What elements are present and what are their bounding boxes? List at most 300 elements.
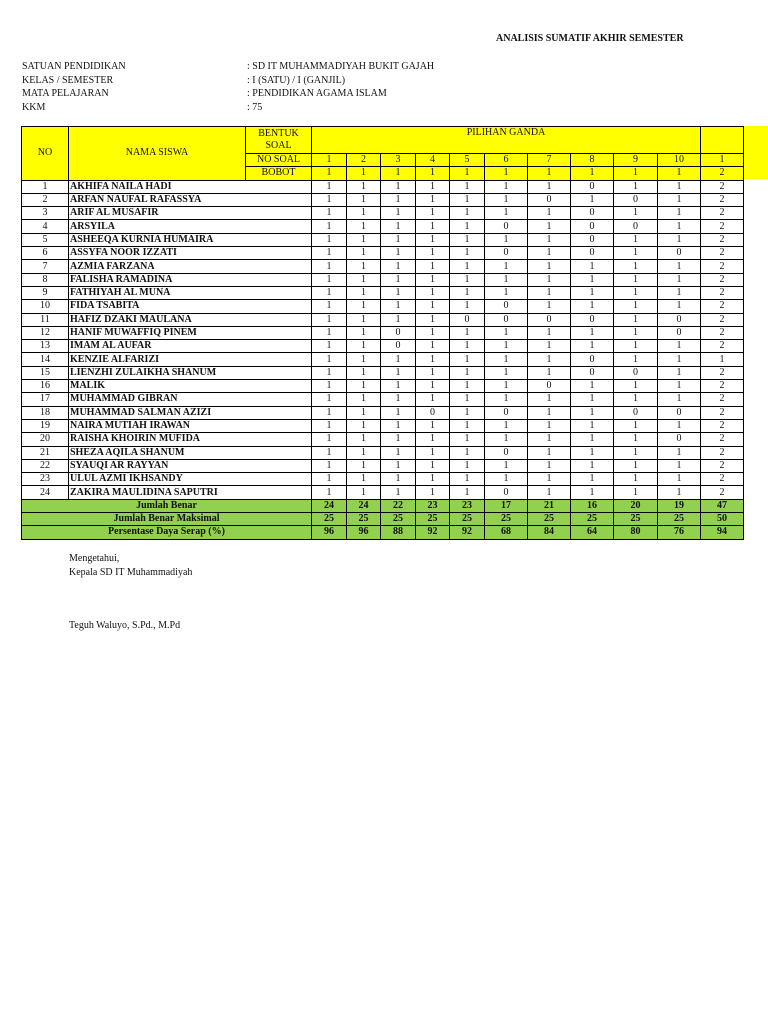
score-cell: 1 (416, 419, 450, 432)
score-cell: 1 (450, 300, 485, 313)
summary-value: 25 (571, 513, 614, 526)
score-cell: 1 (571, 380, 614, 393)
score-cell: 0 (381, 326, 416, 339)
table-row (22, 233, 744, 246)
table-row (22, 473, 744, 486)
score-cell: 1 (450, 380, 485, 393)
score-cell: 0 (658, 433, 701, 446)
score-cell: 1 (381, 486, 416, 499)
score-cell: 1 (658, 419, 701, 432)
score-cell: 1 (347, 419, 381, 432)
score-cell: 0 (381, 340, 416, 353)
score-cell: 1 (347, 366, 381, 379)
score-cell: 1 (416, 220, 450, 233)
score-cell: 1 (381, 419, 416, 432)
score-cell: 1 (381, 273, 416, 286)
score-cell: 1 (571, 473, 614, 486)
student-name: FIDA TSABITA (69, 300, 312, 313)
score-cell: 1 (571, 433, 614, 446)
no-soal-cell: 7 (528, 154, 571, 167)
score-cell: 1 (485, 207, 528, 220)
student-name: ASSYFA NOOR IZZATI (69, 247, 312, 260)
row-no: 20 (22, 433, 69, 446)
summary-value: 88 (381, 526, 416, 539)
summary-row (22, 526, 744, 539)
info-row (22, 74, 434, 88)
score-cell: 1 (528, 473, 571, 486)
score-cell: 2 (701, 446, 744, 459)
score-cell: 1 (658, 486, 701, 499)
score-cell: 1 (416, 486, 450, 499)
score-cell: 1 (312, 207, 347, 220)
table-row (22, 286, 744, 299)
score-cell: 1 (571, 340, 614, 353)
score-cell: 1 (312, 247, 347, 260)
score-cell: 1 (416, 340, 450, 353)
table-row (22, 433, 744, 446)
row-no: 17 (22, 393, 69, 406)
summary-value: 94 (701, 526, 744, 539)
score-cell: 1 (450, 446, 485, 459)
score-cell: 1 (347, 273, 381, 286)
score-cell: 0 (485, 446, 528, 459)
score-cell: 1 (528, 340, 571, 353)
no-soal-cell: 10 (658, 154, 701, 167)
student-name: RAISHA KHOIRIN MUFIDA (69, 433, 312, 446)
student-name: MALIK (69, 380, 312, 393)
summary-value: 96 (347, 526, 381, 539)
score-cell: 1 (614, 393, 658, 406)
summary-value: 23 (450, 499, 485, 512)
header-pilihan-ganda: PILIHAN GANDA (312, 127, 701, 154)
row-no: 24 (22, 486, 69, 499)
score-cell: 1 (528, 366, 571, 379)
summary-value: 80 (614, 526, 658, 539)
score-cell: 1 (485, 459, 528, 472)
bobot-cell: 1 (450, 167, 485, 180)
score-cell: 1 (312, 326, 347, 339)
score-cell: 1 (485, 433, 528, 446)
summary-value: 23 (416, 499, 450, 512)
score-cell: 1 (450, 419, 485, 432)
score-cell: 1 (450, 459, 485, 472)
score-cell: 1 (658, 207, 701, 220)
score-cell: 1 (416, 260, 450, 273)
score-cell: 1 (347, 433, 381, 446)
score-table (21, 126, 744, 540)
score-cell: 1 (485, 380, 528, 393)
score-cell: 2 (701, 207, 744, 220)
score-cell: 1 (347, 220, 381, 233)
summary-value: 17 (485, 499, 528, 512)
score-cell: 1 (416, 286, 450, 299)
score-cell: 1 (528, 353, 571, 366)
score-cell: 0 (658, 326, 701, 339)
score-cell: 1 (658, 193, 701, 206)
score-cell: 2 (701, 459, 744, 472)
summary-label: Persentase Daya Serap (%) (22, 526, 312, 539)
summary-value: 25 (528, 513, 571, 526)
table-row (22, 180, 744, 193)
score-cell: 1 (528, 446, 571, 459)
score-cell: 1 (614, 446, 658, 459)
score-cell: 1 (528, 486, 571, 499)
summary-value: 21 (528, 499, 571, 512)
score-cell: 1 (450, 433, 485, 446)
score-cell: 2 (701, 486, 744, 499)
score-cell: 1 (528, 406, 571, 419)
score-cell: 1 (450, 326, 485, 339)
student-name: ARSYILA (69, 220, 312, 233)
header-no: NO (22, 127, 69, 181)
summary-value: 25 (485, 513, 528, 526)
score-cell: 1 (658, 220, 701, 233)
score-cell: 1 (701, 353, 744, 366)
score-cell: 1 (614, 353, 658, 366)
student-name: ARIF AL MUSAFIR (69, 207, 312, 220)
score-cell: 1 (571, 486, 614, 499)
score-cell: 2 (701, 419, 744, 432)
score-cell: 2 (701, 366, 744, 379)
score-cell: 1 (450, 180, 485, 193)
identity-block (22, 60, 434, 114)
row-no: 22 (22, 459, 69, 472)
score-cell: 1 (658, 180, 701, 193)
score-cell: 1 (347, 393, 381, 406)
score-cell: 1 (614, 233, 658, 246)
row-no: 4 (22, 220, 69, 233)
table-row (22, 326, 744, 339)
student-name: ZAKIRA MAULIDINA SAPUTRI (69, 486, 312, 499)
summary-label: Jumlah Benar (22, 499, 312, 512)
document-title: ANALISIS SUMATIF AKHIR SEMESTER (496, 33, 684, 44)
score-cell: 1 (312, 406, 347, 419)
score-cell: 1 (416, 193, 450, 206)
score-cell: 1 (416, 180, 450, 193)
score-cell: 1 (528, 260, 571, 273)
bobot-cell: 2 (701, 167, 744, 180)
score-cell: 1 (528, 207, 571, 220)
score-cell: 0 (450, 313, 485, 326)
table-row (22, 220, 744, 233)
row-no: 11 (22, 313, 69, 326)
score-cell: 1 (614, 486, 658, 499)
student-name: IMAM AL AUFAR (69, 340, 312, 353)
score-cell: 1 (347, 340, 381, 353)
score-cell: 1 (658, 273, 701, 286)
score-cell: 0 (485, 300, 528, 313)
score-cell: 0 (485, 313, 528, 326)
score-cell: 2 (701, 273, 744, 286)
score-cell: 1 (416, 433, 450, 446)
score-cell: 1 (347, 233, 381, 246)
score-cell: 1 (450, 353, 485, 366)
no-soal-cell: 6 (485, 154, 528, 167)
summary-value: 22 (381, 499, 416, 512)
row-no: 5 (22, 233, 69, 246)
score-cell: 0 (416, 406, 450, 419)
score-cell: 1 (312, 180, 347, 193)
score-cell: 1 (312, 486, 347, 499)
score-cell: 1 (485, 353, 528, 366)
score-cell: 1 (416, 473, 450, 486)
score-cell: 1 (614, 286, 658, 299)
score-cell: 1 (658, 353, 701, 366)
score-cell: 1 (658, 380, 701, 393)
score-cell: 1 (312, 433, 347, 446)
score-cell: 1 (528, 247, 571, 260)
header-row (22, 127, 744, 154)
score-cell: 1 (485, 366, 528, 379)
score-cell: 1 (312, 393, 347, 406)
score-cell: 2 (701, 233, 744, 246)
summary-value: 25 (312, 513, 347, 526)
summary-value: 25 (347, 513, 381, 526)
score-cell: 1 (450, 473, 485, 486)
table-row (22, 247, 744, 260)
row-no: 2 (22, 193, 69, 206)
score-cell: 1 (571, 273, 614, 286)
no-soal-label: NO SOAL (246, 154, 312, 167)
score-cell: 1 (485, 193, 528, 206)
summary-value: 47 (701, 499, 744, 512)
student-rows (22, 180, 744, 539)
score-cell: 1 (347, 180, 381, 193)
score-cell: 1 (381, 233, 416, 246)
score-cell: 1 (312, 220, 347, 233)
score-cell: 1 (347, 247, 381, 260)
score-cell: 1 (528, 233, 571, 246)
score-cell: 0 (571, 207, 614, 220)
score-cell: 0 (614, 220, 658, 233)
score-cell: 1 (312, 366, 347, 379)
header-blank (701, 127, 744, 154)
student-name: ULUL AZMI IKHSANDY (69, 473, 312, 486)
score-cell: 2 (701, 180, 744, 193)
score-cell: 1 (381, 220, 416, 233)
score-cell: 1 (347, 207, 381, 220)
score-cell: 1 (416, 313, 450, 326)
row-no: 16 (22, 380, 69, 393)
row-no: 21 (22, 446, 69, 459)
score-cell: 1 (450, 340, 485, 353)
score-cell: 0 (485, 486, 528, 499)
score-cell: 1 (528, 433, 571, 446)
score-cell: 1 (528, 419, 571, 432)
score-cell: 2 (701, 406, 744, 419)
student-name: MUHAMMAD SALMAN AZIZI (69, 406, 312, 419)
score-cell: 1 (381, 393, 416, 406)
score-cell: 1 (347, 406, 381, 419)
score-cell: 1 (381, 353, 416, 366)
row-no: 7 (22, 260, 69, 273)
score-cell: 1 (528, 326, 571, 339)
score-cell: 1 (450, 260, 485, 273)
score-cell: 1 (347, 446, 381, 459)
score-cell: 1 (312, 446, 347, 459)
score-cell: 1 (571, 260, 614, 273)
score-cell: 1 (416, 247, 450, 260)
student-name: HANIF MUWAFFIQ PINEM (69, 326, 312, 339)
score-cell: 0 (658, 313, 701, 326)
score-cell: 0 (571, 180, 614, 193)
score-cell: 1 (347, 260, 381, 273)
summary-value: 25 (416, 513, 450, 526)
score-cell: 1 (614, 433, 658, 446)
score-cell: 0 (571, 366, 614, 379)
score-cell: 1 (658, 459, 701, 472)
score-cell: 1 (528, 273, 571, 286)
score-cell: 1 (312, 473, 347, 486)
summary-value: 92 (450, 526, 485, 539)
score-cell: 2 (701, 300, 744, 313)
student-name: AKHIFA NAILA HADI (69, 180, 312, 193)
score-cell: 1 (571, 300, 614, 313)
row-no: 18 (22, 406, 69, 419)
score-cell: 1 (450, 207, 485, 220)
score-cell: 1 (571, 406, 614, 419)
summary-value: 24 (347, 499, 381, 512)
score-cell: 1 (571, 419, 614, 432)
score-cell: 1 (658, 300, 701, 313)
info-value: : PENDIDIKAN AGAMA ISLAM (247, 88, 387, 100)
info-label: SATUAN PENDIDIKAN (22, 61, 126, 72)
score-cell: 1 (614, 313, 658, 326)
score-cell: 1 (312, 193, 347, 206)
row-no: 8 (22, 273, 69, 286)
score-cell: 1 (485, 260, 528, 273)
no-soal-cell: 1 (701, 154, 744, 167)
score-cell: 1 (381, 380, 416, 393)
score-cell: 1 (312, 340, 347, 353)
info-label: KELAS / SEMESTER (22, 74, 114, 86)
signature-acknowledged: Mengetahui, (69, 553, 120, 564)
info-row (22, 87, 434, 101)
table-row (22, 419, 744, 432)
info-value: : 75 (247, 101, 263, 113)
table-row (22, 207, 744, 220)
score-cell: 2 (701, 286, 744, 299)
row-no: 19 (22, 419, 69, 432)
score-cell: 1 (381, 180, 416, 193)
score-cell: 1 (347, 193, 381, 206)
student-name: HAFIZ DZAKI MAULANA (69, 313, 312, 326)
score-cell: 1 (381, 406, 416, 419)
score-cell: 1 (614, 300, 658, 313)
student-name: FALISHA RAMADINA (69, 273, 312, 286)
score-cell: 1 (485, 326, 528, 339)
score-cell: 2 (701, 260, 744, 273)
bobot-label: BOBOT (246, 167, 312, 180)
score-cell: 1 (450, 193, 485, 206)
score-cell: 2 (701, 433, 744, 446)
student-name: ARFAN NAUFAL RAFASSYA (69, 193, 312, 206)
score-cell: 2 (701, 220, 744, 233)
score-cell: 1 (614, 326, 658, 339)
score-cell: 1 (381, 207, 416, 220)
summary-value: 68 (485, 526, 528, 539)
table-row (22, 459, 744, 472)
summary-value: 25 (614, 513, 658, 526)
bobot-cell: 1 (658, 167, 701, 180)
score-cell: 1 (381, 260, 416, 273)
score-cell: 1 (347, 326, 381, 339)
score-cell: 1 (381, 473, 416, 486)
score-cell: 1 (614, 260, 658, 273)
score-cell: 0 (658, 406, 701, 419)
score-cell: 1 (312, 233, 347, 246)
score-cell: 0 (528, 313, 571, 326)
summary-value: 96 (312, 526, 347, 539)
score-cell: 1 (658, 233, 701, 246)
student-name: LIENZHI ZULAIKHA SHANUM (69, 366, 312, 379)
score-cell: 1 (416, 273, 450, 286)
summary-value: 16 (571, 499, 614, 512)
score-cell: 1 (450, 486, 485, 499)
score-cell: 1 (614, 459, 658, 472)
score-cell: 1 (347, 459, 381, 472)
score-cell: 1 (381, 193, 416, 206)
score-cell: 1 (416, 459, 450, 472)
score-cell: 1 (571, 446, 614, 459)
score-cell: 1 (450, 406, 485, 419)
summary-value: 20 (614, 499, 658, 512)
summary-value: 50 (701, 513, 744, 526)
no-soal-cell: 2 (347, 154, 381, 167)
score-cell: 1 (450, 220, 485, 233)
score-cell: 1 (485, 419, 528, 432)
score-cell: 1 (312, 286, 347, 299)
score-cell: 1 (416, 207, 450, 220)
info-label: KKM (22, 101, 46, 113)
score-cell: 1 (528, 459, 571, 472)
header-name: NAMA SISWA (69, 127, 246, 181)
info-value: : I (SATU) / I (GANJIL) (247, 74, 346, 86)
score-cell: 1 (614, 340, 658, 353)
signature-name: Teguh Waluyo, S.Pd., M.Pd (69, 620, 181, 631)
score-cell: 1 (347, 313, 381, 326)
score-cell: 1 (381, 300, 416, 313)
student-name: ASHEEQA KURNIA HUMAIRA (69, 233, 312, 246)
score-cell: 1 (658, 260, 701, 273)
score-cell: 0 (614, 193, 658, 206)
score-cell: 2 (701, 380, 744, 393)
bobot-cell: 1 (416, 167, 450, 180)
summary-value: 19 (658, 499, 701, 512)
score-cell: 0 (614, 366, 658, 379)
score-cell: 1 (347, 300, 381, 313)
table-row (22, 260, 744, 273)
bobot-cell: 1 (347, 167, 381, 180)
score-cell: 1 (528, 393, 571, 406)
score-cell: 1 (347, 473, 381, 486)
score-cell: 1 (416, 380, 450, 393)
student-name: FATHIYAH AL MUNA (69, 286, 312, 299)
summary-value: 25 (450, 513, 485, 526)
score-cell: 1 (485, 180, 528, 193)
score-cell: 1 (614, 473, 658, 486)
score-cell: 1 (450, 273, 485, 286)
header-bentuk-soal: BENTUK SOAL (246, 127, 312, 154)
score-cell: 1 (658, 340, 701, 353)
summary-value: 92 (416, 526, 450, 539)
summary-row (22, 499, 744, 512)
table-row (22, 193, 744, 206)
student-name: AZMIA FARZANA (69, 260, 312, 273)
score-cell: 1 (416, 366, 450, 379)
score-cell: 2 (701, 247, 744, 260)
row-no: 9 (22, 286, 69, 299)
